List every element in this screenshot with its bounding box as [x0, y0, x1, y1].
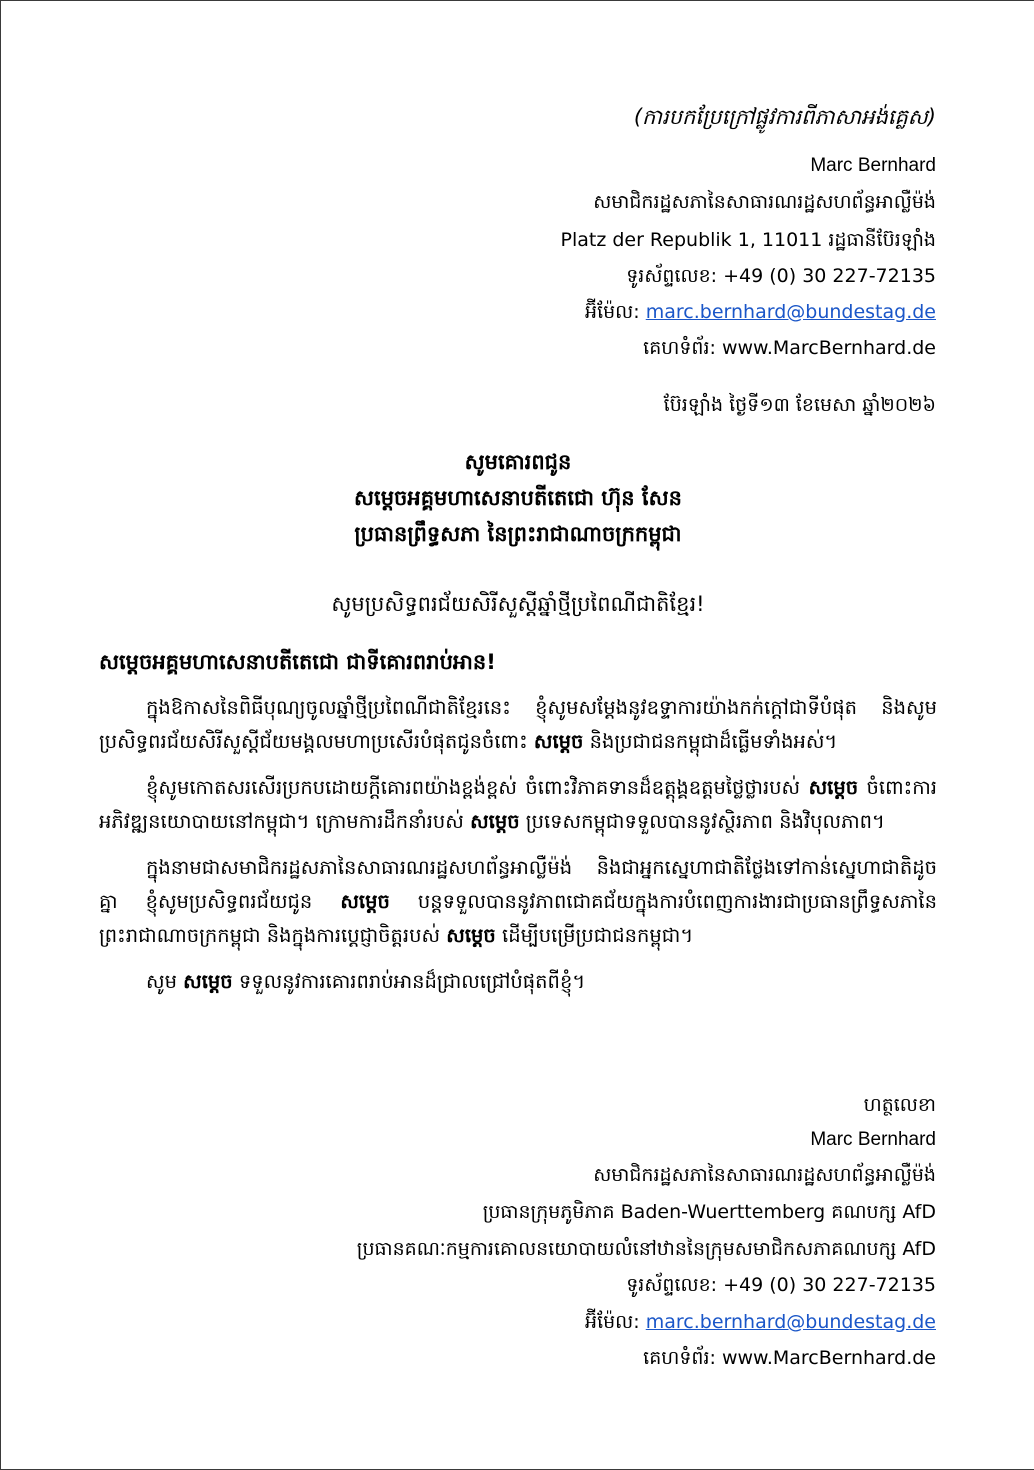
sender-email-row	[585, 300, 936, 324]
website-label: គេហទំព័រ:	[643, 1347, 716, 1369]
email-label: អ៊ីម៉ែល:	[585, 301, 640, 323]
signature-name: Marc Bernhard	[810, 1129, 936, 1150]
addressee-line-1: សូមគោរពជូន	[464, 450, 572, 474]
sender-name: Marc Bernhard	[810, 155, 936, 176]
phone-value: +49 (0) 30 227-72135	[723, 265, 936, 287]
sender-phone-row	[626, 264, 936, 288]
greeting: សូមប្រសិទ្ធពរជ័យសិរីសួស្តីឆ្នាំថ្មីប្រពៃណីជាតិខ្មែរ!	[331, 592, 705, 616]
website-label: គេហទំព័រ:	[643, 337, 716, 359]
addressee-line-2: សម្តេចអគ្គមហាសេនាបតីតេជោ ហ៊ុន សែន	[354, 486, 682, 510]
honorific: សម្តេច	[470, 810, 520, 833]
honorific: សម្តេច	[533, 730, 584, 753]
sender-website-row	[643, 336, 936, 360]
translation-note: (ការបកប្រែក្រៅផ្លូវការពីភាសាអង់គ្លេស)	[633, 105, 936, 129]
honorific: សម្តេច	[340, 890, 390, 913]
paragraph-4: សូម សម្តេច ទទួលនូវការគោរពរាប់អានដ៏ជ្រាលជ្រៅបំផុតពីខ្ញុំ។	[146, 970, 586, 993]
paragraph-2: ខ្ញុំសូមកោតសរសើរប្រកបដោយក្តីគោរពយ៉ាងខ្ពង់ខ្ពស់ ចំពោះវិភាគទានដ៏ឧត្តុង្គឧត្តមថ្លៃថ្លារបស់ សម្តេច ចំពោះការអភិវឌ្ឍនយោបាយនៅកម្ពុជា។ ក្រោមការដឹកនាំរបស់ សម្តេច ប្រទេសកម្ពុជាទទួលបាននូវស្ថិរភាព និងវិបុលភាព។	[99, 776, 937, 833]
phone-label: ទូរស័ព្ទលេខ:	[626, 265, 718, 287]
letter-date: ប៊ែរឡាំង ថ្ងៃទី១៣ ខែមេសា ឆ្នាំ២០២៦	[663, 394, 936, 416]
salutation: សម្តេចអគ្គមហាសេនាបតីតេជោ ជាទីគោរពរាប់អាន!	[99, 650, 496, 674]
signature-label: ហត្ថលេខា	[863, 1094, 936, 1116]
signature-email-row	[585, 1310, 936, 1334]
addressee-line-3: ប្រធានព្រឹទ្ធសភា នៃព្រះរាជាណាចក្រកម្ពុជា	[354, 522, 682, 546]
honorific: សម្តេច	[446, 924, 496, 947]
email-link[interactable]: marc.bernhard@bundestag.de	[645, 301, 936, 323]
phone-label: ទូរស័ព្ទលេខ:	[626, 1274, 718, 1296]
email-label: អ៊ីម៉ែល:	[585, 1311, 640, 1333]
letter-body	[99, 691, 937, 1011]
website-value: www.MarcBernhard.de	[721, 1347, 936, 1369]
paragraph-1: ក្នុងឱកាសនៃពិធីបុណ្យចូលឆ្នាំថ្មីប្រពៃណីជាតិខ្មែរនេះ ខ្ញុំសូមសម្តែងនូវឧទ្ទាការយ៉ាងកក់ក្តៅជាទីបំផុត និងសូមប្រសិទ្ធពរជ័យសិរីសួស្តីជ័យមង្គលមហាប្រសើរបំផុតជូនចំពោះ សម្តេច និងប្រជាជនកម្ពុជាដ៏ធ្លើមទាំងអស់។	[99, 696, 937, 753]
honorific: សម្តេច	[808, 776, 859, 799]
signature-title-2: ប្រធានក្រុមភូមិភាគ Baden-Wuerttemberg គណបក្ស AfD	[482, 1201, 936, 1223]
signature-title-1: សមាជិករដ្ឋសភានៃសាធារណរដ្ឋសហព័ន្ធអាល្លឺម៉ង់	[593, 1164, 936, 1186]
sender-address: Platz der Republik 1, 11011 រដ្ឋធានីប៊ែរឡាំង	[560, 229, 936, 251]
sender-title: សមាជិករដ្ឋសភានៃសាធារណរដ្ឋសហព័ន្ធអាល្លឺម៉ង់	[593, 191, 936, 213]
signature-website-row	[643, 1346, 936, 1370]
paragraph-3: ក្នុងនាមជាសមាជិករដ្ឋសភានៃសាធារណរដ្ឋសហព័ន្ធអាល្លឺម៉ង់ និងជាអ្នកស្នេហាជាតិថ្លែងទៅកាន់ស្នេហាជាតិដូចគ្នា ខ្ញុំសូមប្រសិទ្ធពរជ័យជូន សម្តេច បន្តទទួលបាននូវភាពជោគជ័យក្នុងការបំពេញការងារជាប្រធានព្រឹទ្ធសភានៃព្រះរាជាណាចក្រកម្ពុជា និងក្នុងការប្តេជ្ញាចិត្តរបស់ សម្តេច ដើម្បីបម្រើប្រជាជនកម្ពុជា។	[99, 856, 938, 947]
email-link[interactable]: marc.bernhard@bundestag.de	[645, 1311, 936, 1333]
website-value: www.MarcBernhard.de	[721, 337, 936, 359]
signature-title-3: ប្រធានគណៈកម្មការគោលនយោបាយលំនៅឋាននៃក្រុមសមាជិកសភាគណបក្ស AfD	[356, 1238, 936, 1260]
honorific: សម្តេច	[183, 970, 233, 993]
phone-value: +49 (0) 30 227-72135	[723, 1274, 936, 1296]
signature-phone-row	[626, 1273, 936, 1297]
